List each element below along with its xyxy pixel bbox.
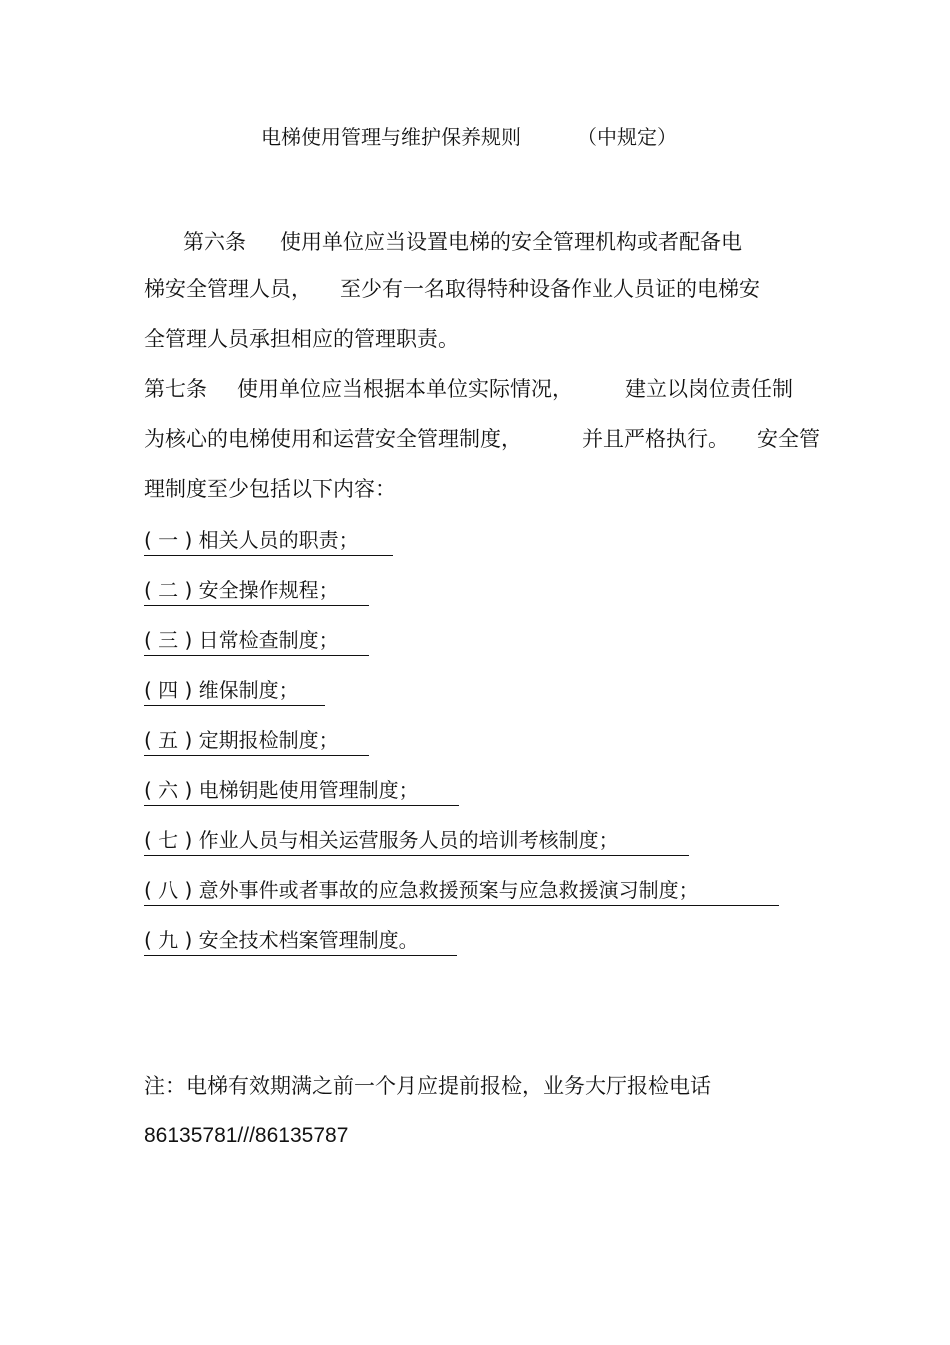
list-item-1 <box>144 527 393 556</box>
list-item-7 <box>144 827 689 856</box>
article-6-line-3 <box>144 326 459 352</box>
article-6-text-3: 全管理人员承担相应的管理职责。 <box>144 327 459 351</box>
article-6-text-2b: 至少有一名取得特种设备作业人员证的电梯安 <box>340 277 760 301</box>
article-6-text-2a: 梯安全管理人员， <box>144 277 312 301</box>
list-item-6 <box>144 777 459 806</box>
list-item-text: ( 二 ) 安全操作规程； <box>144 577 339 606</box>
article-6-text-1: 使用单位应当设置电梯的安全管理机构或者配备电 <box>280 230 742 254</box>
note-text: 注：电梯有效期满之前一个月应提前报检，业务大厅报检电话 <box>144 1074 711 1098</box>
list-item-text: ( 六 ) 电梯钥匙使用管理制度； <box>144 777 419 806</box>
list-item-text: ( 七 ) 作业人员与相关运营服务人员的培训考核制度； <box>144 827 619 856</box>
note-line-1 <box>144 1073 711 1099</box>
article-7-text-3: 理制度至少包括以下内容： <box>144 477 396 501</box>
list-item-5 <box>144 727 369 756</box>
title-main: 电梯使用管理与维护保养规则 <box>261 125 521 149</box>
document-title <box>261 124 677 150</box>
article-7-text-2a: 为核心的电梯使用和运营安全管理制度， <box>144 427 522 451</box>
article-7-line-3 <box>144 476 396 502</box>
list-item-text: ( 五 ) 定期报检制度； <box>144 727 339 756</box>
phone-numbers: 86135781///86135787 <box>144 1124 349 1147</box>
article-7-line-2 <box>144 426 820 452</box>
list-item-text: ( 四 ) 维保制度； <box>144 677 299 706</box>
article-6-line-1 <box>183 229 742 255</box>
list-item-9 <box>144 927 457 956</box>
list-item-3 <box>144 627 369 656</box>
article-7-line-1 <box>144 376 793 402</box>
article-7-text-1a: 使用单位应当根据本单位实际情况， <box>237 377 573 401</box>
article-7-text-2c: 安全管 <box>757 427 820 451</box>
list-item-4 <box>144 677 325 706</box>
list-item-text: ( 三 ) 日常检查制度； <box>144 627 339 656</box>
article-6-label: 第六条 <box>183 230 246 254</box>
article-7-text-1b: 建立以岗位责任制 <box>625 377 793 401</box>
list-item-8 <box>144 877 779 906</box>
article-7-label: 第七条 <box>144 377 207 401</box>
note-line-2 <box>144 1123 348 1149</box>
list-item-2 <box>144 577 369 606</box>
title-suffix: （中规定） <box>577 125 677 149</box>
article-7-text-2b: 并且严格执行。 <box>582 427 729 451</box>
list-item-text: ( 一 ) 相关人员的职责； <box>144 527 359 556</box>
list-item-text: ( 八 ) 意外事件或者事故的应急救援预案与应急救援演习制度； <box>144 877 699 906</box>
list-item-text: ( 九 ) 安全技术档案管理制度。 <box>144 927 419 956</box>
article-6-line-2 <box>144 276 760 302</box>
